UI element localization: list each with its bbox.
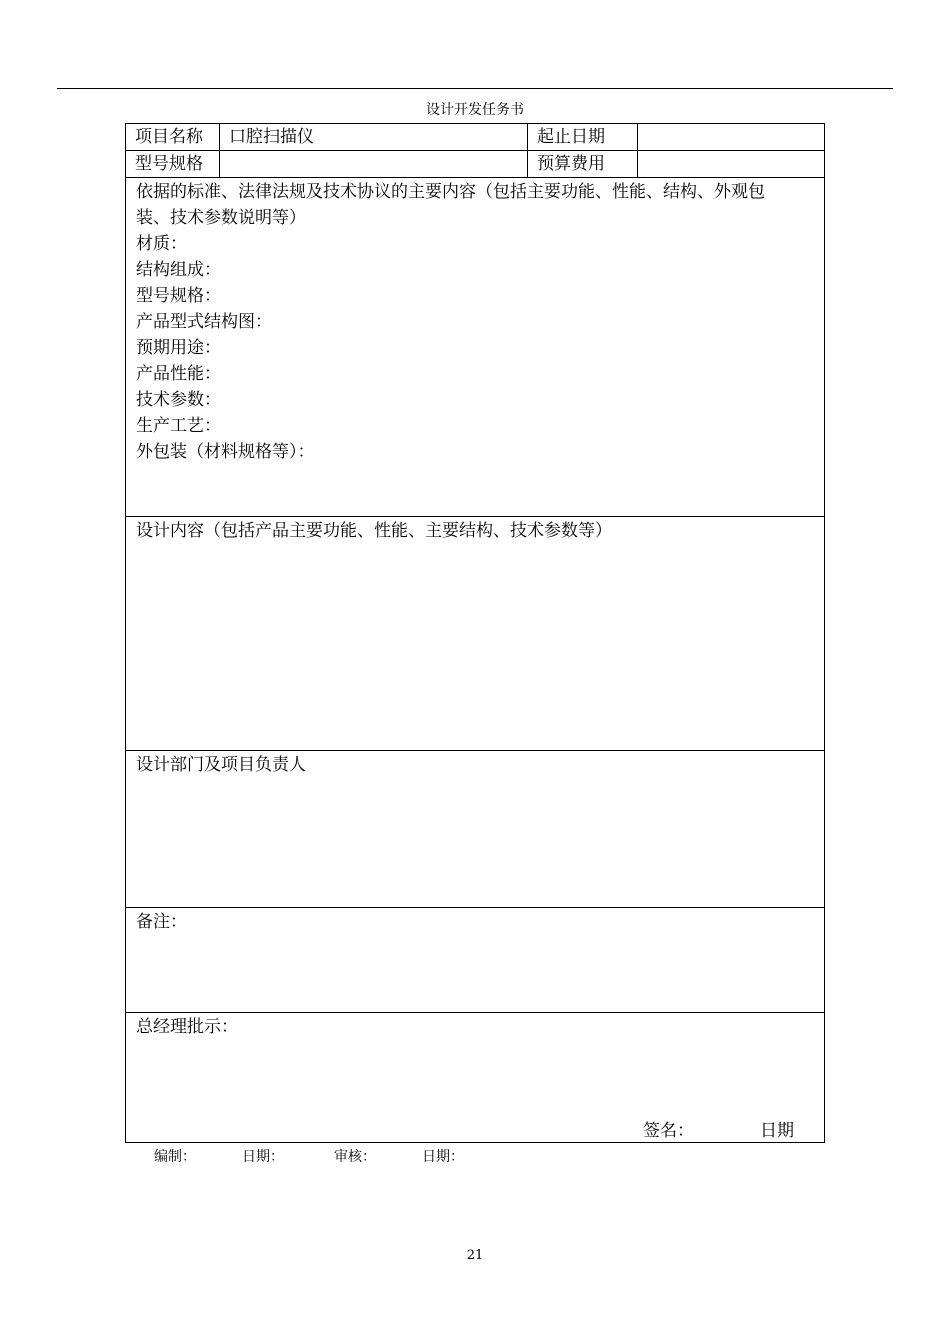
design-content-section[interactable]	[126, 517, 824, 751]
project-name-label: 项目名称	[126, 124, 220, 150]
item-structure: 结构组成：	[136, 260, 221, 280]
period-label: 起止日期	[528, 124, 638, 150]
table-row-model	[126, 151, 824, 178]
approval-section[interactable]	[126, 1013, 824, 1142]
remarks-section[interactable]	[126, 908, 824, 1013]
item-performance: 产品性能：	[136, 364, 221, 384]
remarks-heading: 备注：	[136, 912, 187, 932]
period-value[interactable]	[638, 124, 824, 150]
item-structure-drawing: 产品型式结构图：	[136, 312, 272, 332]
standards-heading-line1: 依据的标准、法律法规及技术协议的主要内容（包括主要功能、性能、结构、外观包	[136, 182, 765, 202]
project-name-value[interactable]: 口腔扫描仪	[220, 124, 528, 150]
department-section[interactable]	[126, 751, 824, 908]
table-row-project	[126, 124, 824, 151]
standards-heading-line2: 装、技术参数说明等）	[136, 208, 306, 228]
department-heading: 设计部门及项目负责人	[136, 755, 306, 775]
footer-date1-label: 日期：	[242, 1149, 284, 1165]
page-number: 21	[466, 1248, 484, 1263]
item-tech-params: 技术参数：	[136, 390, 221, 410]
budget-value[interactable]	[638, 151, 824, 177]
sign-label: 签名：	[643, 1121, 694, 1141]
item-packaging: 外包装（材料规格等）：	[136, 442, 315, 462]
header-rule	[57, 88, 893, 89]
approval-date-label: 日期	[760, 1121, 794, 1141]
item-process: 生产工艺：	[136, 416, 221, 436]
design-content-heading: 设计内容（包括产品主要功能、性能、主要结构、技术参数等）	[136, 521, 612, 541]
model-spec-label: 型号规格	[126, 151, 220, 177]
footer-compiled-label: 编制：	[154, 1149, 196, 1165]
approval-heading: 总经理批示：	[136, 1017, 238, 1037]
item-model-spec: 型号规格：	[136, 286, 221, 306]
footer-review-label: 审核：	[334, 1149, 376, 1165]
model-spec-value[interactable]	[220, 151, 528, 177]
footer-date2-label: 日期：	[422, 1149, 464, 1165]
task-form-table	[125, 123, 825, 1143]
standards-section[interactable]	[126, 178, 824, 517]
document-title: 设计开发任务书	[426, 102, 524, 118]
item-material: 材质：	[136, 234, 187, 254]
item-intended-use: 预期用途：	[136, 338, 221, 358]
budget-label: 预算费用	[528, 151, 638, 177]
